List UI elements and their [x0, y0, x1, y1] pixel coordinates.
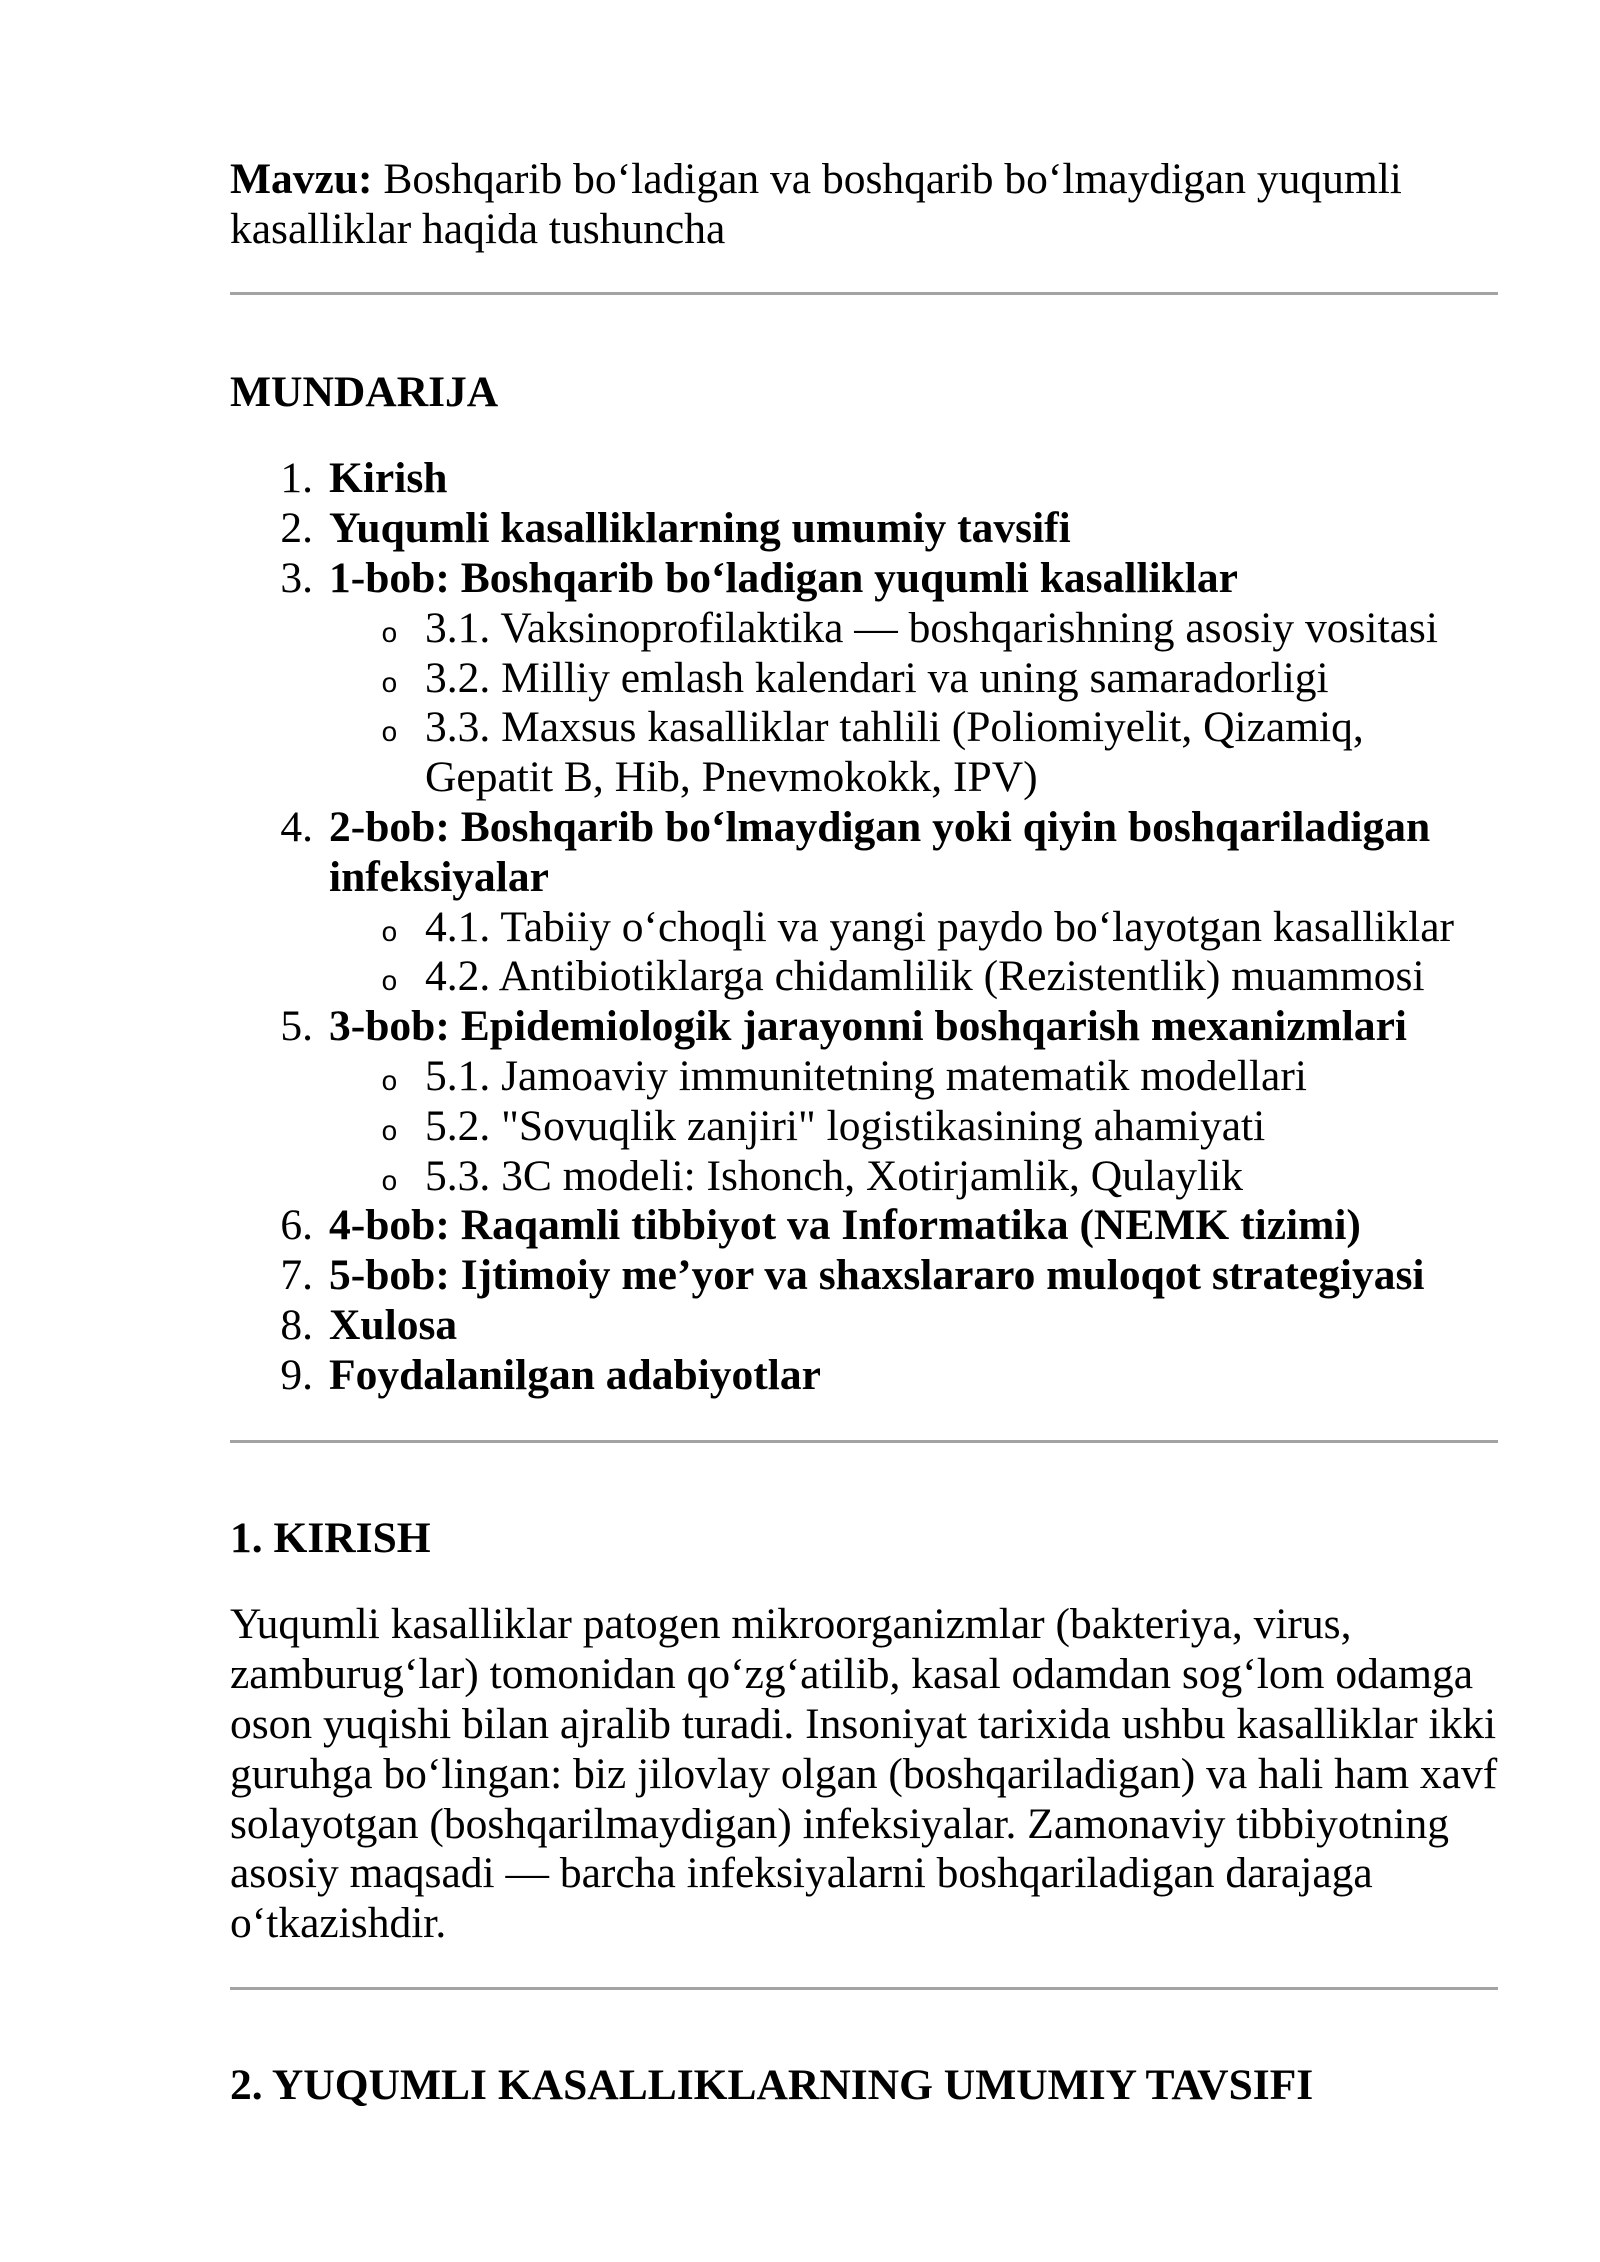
topic-label: Mavzu: — [230, 155, 373, 203]
toc-subitem-label: 3.2. Milliy emlash kalendari va uning samaradorligi — [425, 653, 1329, 702]
bullet-icon: o — [381, 669, 398, 701]
document-page — [230, 0, 1498, 2111]
bullet-icon: o — [381, 719, 398, 751]
toc-list — [230, 454, 1498, 1400]
toc-subitem — [230, 952, 1498, 1002]
toc-item — [230, 1301, 1498, 1351]
toc-subitem-label: 3.1. Vaksinoprofilaktika — boshqarishning asosiy vositasi — [425, 603, 1438, 652]
toc-subitem-label: 5.3. 3C modeli: Ishonch, Xotirjamlik, Qulaylik — [425, 1151, 1243, 1200]
toc-item-label: 1-bob: Boshqarib bo‘ladigan yuqumli kasalliklar — [329, 553, 1238, 602]
toc-item-label: Foydalanilgan adabiyotlar — [329, 1350, 821, 1399]
toc-subitem-label: 4.2. Antibiotiklarga chidamlilik (Rezistentlik) muammosi — [425, 952, 1425, 1001]
bullet-icon: o — [381, 1167, 398, 1199]
section-heading-kirish: 1. KIRISH — [230, 1513, 431, 1562]
toc-subitem — [230, 903, 1498, 953]
toc-item-number: 2. — [280, 504, 313, 553]
toc-item-number: 4. — [280, 802, 313, 851]
toc-item-label: 2-bob: Boshqarib bo‘lmaydigan yoki qiyin boshqariladigan infeksiyalar — [329, 802, 1431, 901]
toc-item-number: 8. — [280, 1300, 313, 1349]
toc-item-number: 1. — [280, 454, 313, 503]
toc-item — [230, 1002, 1498, 1052]
topic-line — [230, 155, 1498, 255]
bullet-icon: o — [381, 619, 398, 651]
toc-subitem — [230, 1152, 1498, 1202]
toc-item — [230, 454, 1498, 504]
bullet-icon: o — [381, 918, 398, 950]
toc-item — [230, 803, 1498, 903]
toc-item-number: 9. — [280, 1350, 313, 1399]
horizontal-rule — [230, 292, 1498, 295]
toc-item-number: 3. — [280, 553, 313, 602]
toc-item-label: 4-bob: Raqamli tibbiyot va Informatika (NEMK tizimi) — [329, 1201, 1361, 1250]
toc-item-label: Yuqumli kasalliklarning umumiy tavsifi — [329, 504, 1071, 553]
toc-subitem-label: 5.1. Jamoaviy immunitetning matematik modellari — [425, 1051, 1307, 1100]
toc-subitem — [230, 604, 1498, 654]
horizontal-rule — [230, 1440, 1498, 1443]
horizontal-rule — [230, 1987, 1498, 1990]
toc-item-number: 7. — [280, 1251, 313, 1300]
topic-title: Boshqarib bo‘ladigan va boshqarib bo‘lmaydigan yuqumli kasalliklar haqida tushuncha — [230, 155, 1402, 253]
toc-item-label: 5-bob: Ijtimoiy me’yor va shaxslararo muloqot strategiyasi — [329, 1251, 1425, 1300]
toc-item — [230, 1351, 1498, 1401]
toc-item — [230, 1251, 1498, 1301]
toc-item — [230, 504, 1498, 554]
toc-item — [230, 554, 1498, 604]
toc-item — [230, 1201, 1498, 1251]
toc-subitem-label: 4.1. Tabiiy o‘choqli va yangi paydo bo‘layotgan kasalliklar — [425, 902, 1455, 951]
bullet-icon: o — [381, 968, 398, 1000]
toc-item-number: 6. — [280, 1201, 313, 1250]
section-paragraph-kirish: Yuqumli kasalliklar patogen mikroorganizmlar (bakteriya, virus, zamburug‘lar) tomonidan qo‘zg‘atilib, kasal odamdan sog‘lom odamga oson yuqishi bilan ajralib turadi. Insoniyat tarixida ushbu kasalliklar ikki guruhga bo‘lingan: biz jilovlay olgan (boshqariladigan) va hali ham xavf solayotgan (boshqarilmaydigan) infeksiyalar. Zamonaviy tibbiyotning asosiy maqsadi — barcha infeksiyalarni boshqariladigan darajaga o‘tkazishdir. — [230, 1600, 1498, 1948]
bullet-icon: o — [381, 1067, 398, 1099]
toc-subitem — [230, 654, 1498, 704]
toc-item-label: Kirish — [329, 454, 448, 503]
toc-subitem — [230, 703, 1498, 803]
toc-subitem — [230, 1052, 1498, 1102]
toc-heading: MUNDARIJA — [230, 367, 499, 416]
toc-subitem-label: 3.3. Maxsus kasalliklar tahlili (Poliomiyelit, Qizamiq, Gepatit B, Hib, Pnevmokokk, IPV) — [425, 703, 1364, 802]
toc-subitem-label: 5.2. "Sovuqlik zanjiri" logistikasining ahamiyati — [425, 1101, 1266, 1150]
section-heading-umumiy-tavsif: 2. YUQUMLI KASALLIKLARNING UMUMIY TAVSIFI — [230, 2060, 1314, 2109]
toc-item-label: 3-bob: Epidemiologik jarayonni boshqarish mexanizmlari — [329, 1002, 1407, 1051]
toc-item-label: Xulosa — [329, 1300, 458, 1349]
toc-subitem — [230, 1102, 1498, 1152]
toc-item-number: 5. — [280, 1002, 313, 1051]
bullet-icon: o — [381, 1117, 398, 1149]
